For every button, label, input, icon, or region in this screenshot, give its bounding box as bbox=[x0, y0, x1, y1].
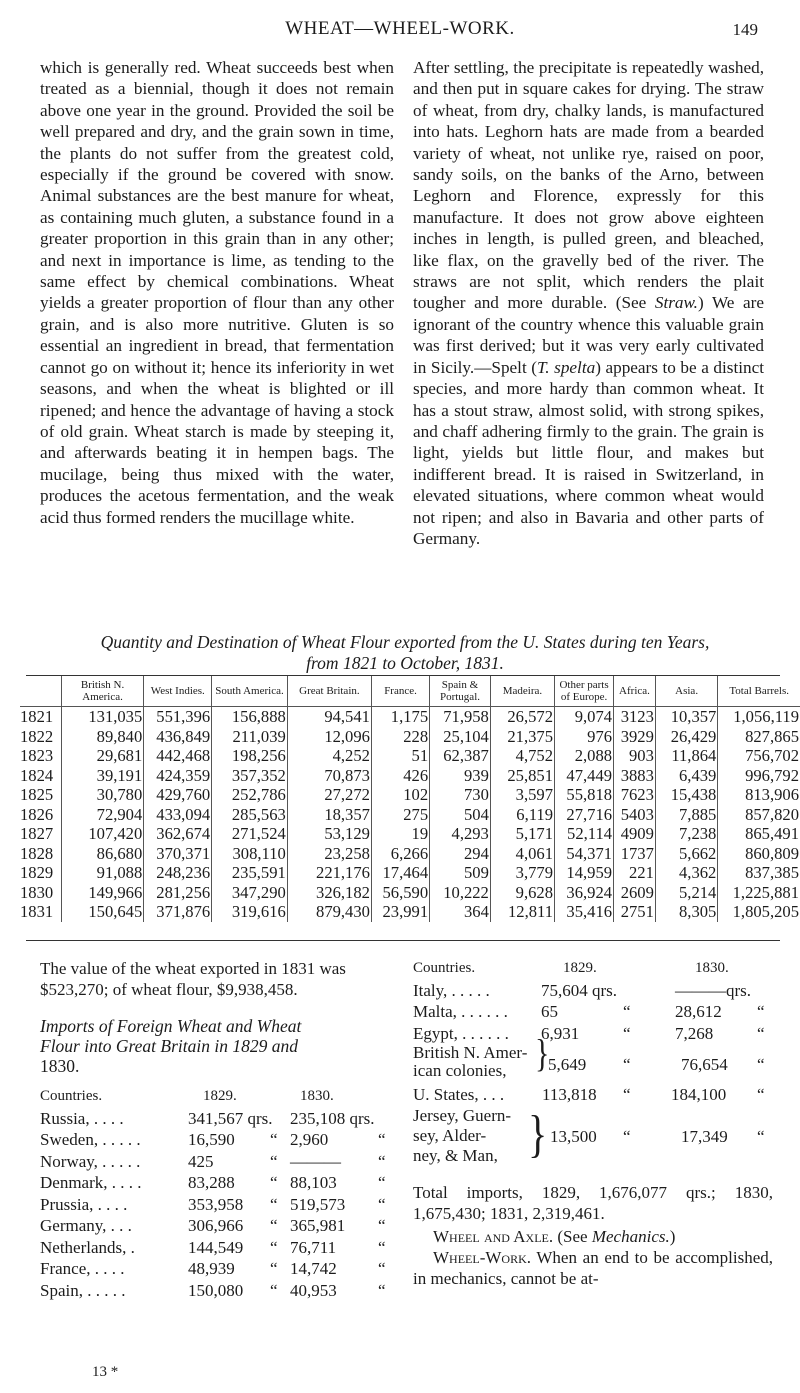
table-cell: 211,039 bbox=[212, 727, 288, 747]
ditto-mark: “ bbox=[757, 1085, 765, 1104]
table-cell: 62,387 bbox=[430, 746, 491, 766]
table-cell: 939 bbox=[430, 766, 491, 786]
table-cell: 248,236 bbox=[144, 863, 212, 883]
list-item bbox=[40, 1258, 410, 1280]
table-cell: 51 bbox=[371, 746, 429, 766]
value-1829: 6,931 bbox=[541, 1023, 580, 1043]
table-cell: 4,293 bbox=[430, 824, 491, 844]
table-cell: 2609 bbox=[614, 883, 656, 903]
table-row bbox=[20, 746, 800, 766]
table-cell: 36,924 bbox=[555, 883, 614, 903]
table-cell: 509 bbox=[430, 863, 491, 883]
ditto-mark: “ bbox=[270, 1194, 278, 1214]
year-cell: 1831 bbox=[20, 902, 54, 922]
right-column-text bbox=[413, 57, 764, 549]
table-cell: 94,541 bbox=[287, 707, 371, 727]
table-cell: 29,681 bbox=[61, 746, 143, 766]
ditto-mark: “ bbox=[623, 1002, 631, 1021]
bottom-left-column bbox=[40, 958, 410, 1301]
right-text-a: After settling, the precipitate is repeatedly washed, and then put in square cakes for drying. The straw of wheat, from dry, chalky lands, is manufactured into hats. Leghorn hats are made from a bearded variety of wheat, not unlike rye, raised on poor, sandy soils, on the banks of the Arno, between Leghorn and Florence, expressly for this manufacture. It does not grow above eighteen inches in length, is pulled green, and bleached, like flax, on the gravelly bed of the river. The straws are not split, which renders the plait tougher and more durable. (See bbox=[413, 58, 764, 313]
value-1830: 76,654 bbox=[681, 1055, 728, 1074]
table-cell: 827,865 bbox=[718, 727, 800, 747]
table-cell: 347,290 bbox=[212, 883, 288, 903]
value-1829: 48,939 bbox=[188, 1259, 235, 1278]
year-cell: 1822 bbox=[20, 726, 54, 746]
table-cell: 813,906 bbox=[718, 785, 800, 805]
table-cell: 903 bbox=[614, 746, 656, 766]
table-cell: 1,056,119 bbox=[718, 707, 800, 727]
table-cell: 47,449 bbox=[555, 766, 614, 786]
table-cell: 252,786 bbox=[212, 785, 288, 805]
column-header: Other parts of Europe. bbox=[555, 676, 614, 707]
ditto-mark: “ bbox=[378, 1151, 386, 1171]
country-us: U. States, . . . bbox=[413, 1085, 505, 1104]
table-cell: 6,266 bbox=[371, 844, 429, 864]
value-1829: 144,549 bbox=[188, 1237, 244, 1257]
imports-title-line-1: Imports of Foreign Wheat and Wheat bbox=[40, 1016, 302, 1036]
running-title: WHEAT—WHEEL-WORK. bbox=[285, 18, 515, 39]
ditto-mark: “ bbox=[378, 1173, 386, 1192]
value-1829: 65 bbox=[541, 1002, 558, 1021]
list-item bbox=[40, 1215, 410, 1237]
column-header: Spain & Portugal. bbox=[430, 676, 491, 707]
ditto-mark: “ bbox=[378, 1216, 386, 1235]
ditto-mark: “ bbox=[378, 1259, 386, 1278]
table-cell: 275 bbox=[371, 805, 429, 825]
value-1830: 7,268 bbox=[675, 1023, 714, 1043]
ditto-mark: “ bbox=[270, 1237, 278, 1257]
table-cell: 271,524 bbox=[212, 824, 288, 844]
country-name: Russia, . . . . bbox=[40, 1108, 124, 1128]
value-1829: 16,590 bbox=[188, 1130, 235, 1149]
table-cell: 102 bbox=[371, 785, 429, 805]
table-cell: 326,182 bbox=[287, 883, 371, 903]
column-header: Total Barrels. bbox=[718, 676, 800, 707]
value-1829: 5,649 bbox=[548, 1055, 587, 1074]
header-1830: 1830. bbox=[695, 960, 729, 976]
table-cell: 857,820 bbox=[718, 805, 800, 825]
table-cell: 221 bbox=[614, 863, 656, 883]
value-1830: 14,742 bbox=[290, 1259, 337, 1278]
brace-icon: } bbox=[535, 1032, 550, 1076]
ditto-mark: “ bbox=[757, 1126, 765, 1146]
table-row bbox=[20, 805, 800, 825]
table-cell: 23,258 bbox=[287, 844, 371, 864]
wheel-and-axle-entry: Wheel and Axle. (See Mechanics.) bbox=[433, 1226, 676, 1246]
table-row bbox=[20, 863, 800, 883]
header-countries: Countries. bbox=[40, 1088, 103, 1104]
country-name: Netherlands, . bbox=[40, 1237, 135, 1257]
value-1829: 306,966 bbox=[188, 1216, 244, 1235]
table-cell: 56,590 bbox=[371, 883, 429, 903]
table-cell: 12,096 bbox=[287, 727, 371, 747]
value-1830: ———qrs. bbox=[675, 980, 752, 1000]
table-cell: 17,464 bbox=[371, 863, 429, 883]
cross-reference-straw: Straw. bbox=[654, 293, 698, 313]
imports-grid-left bbox=[40, 1086, 410, 1301]
year-cell: 1825 bbox=[20, 785, 54, 805]
table-bottom-rule bbox=[26, 940, 780, 941]
table-cell: 319,616 bbox=[212, 902, 288, 922]
table-cell: 26,429 bbox=[655, 727, 717, 747]
left-paragraph: which is generally red. Wheat succeeds best when treated as a biennial, though it does not remain above one year in the ground. Provided the soil be well prepared and dry, and the grain sown in time, the plants do not suffer from the greatest cold, especially if the ground be covered with snow. Animal substances are the best manure for wheat, as containing much gluten, a substance found in a greater proportion in this grain than in any other; and next in importance is lime, as tending to the same effect by chemical combinations. Wheat yields a greater proportion of flour than any other grain, and is also more nutritive. Gluten is so essential an ingredient in bread, that fermentation cannot go on without it; hence its inferiority in wet seasons, and when the wheat is blighted or ill ripened; and hence the advantage of having a stock of old grain. Wheat starch is made by steeping it, and afterwards beating it in hempen bags. The mucilage, being thus mixed with the water, produces the acetous fermentation, and the weak acid thus formed renders the mucillage white. bbox=[40, 58, 394, 527]
imports-grid-right bbox=[413, 958, 773, 1044]
table-cell: 865,491 bbox=[718, 824, 800, 844]
country-name: Malta, . . . . . . bbox=[413, 1002, 508, 1021]
value-1829: 75,604 qrs. bbox=[541, 980, 618, 1000]
table-cell: 362,674 bbox=[144, 824, 212, 844]
table-cell: 294 bbox=[430, 844, 491, 864]
table-cell: 976 bbox=[555, 727, 614, 747]
table-cell: 86,680 bbox=[61, 844, 143, 864]
year-cell: 1829 bbox=[20, 863, 54, 883]
list-item bbox=[40, 1237, 410, 1259]
year-cell: 1827 bbox=[20, 824, 54, 844]
ditto-mark: “ bbox=[270, 1151, 278, 1171]
table-cell: 426 bbox=[371, 766, 429, 786]
page-header bbox=[0, 18, 800, 48]
table-cell: 30,780 bbox=[61, 785, 143, 805]
table-cell: 371,876 bbox=[144, 902, 212, 922]
table-cell: 996,792 bbox=[718, 766, 800, 786]
table-cell: 756,702 bbox=[718, 746, 800, 766]
table-cell: 107,420 bbox=[61, 824, 143, 844]
table-cell: 10,357 bbox=[655, 707, 717, 727]
table-header-row bbox=[20, 676, 800, 707]
value-1830: 40,953 bbox=[290, 1280, 337, 1300]
table-cell: 3,597 bbox=[490, 785, 554, 805]
table-cell: 15,438 bbox=[655, 785, 717, 805]
ditto-mark: “ bbox=[270, 1173, 278, 1192]
column-header: France. bbox=[371, 676, 429, 707]
value-1830: 76,711 bbox=[290, 1237, 337, 1257]
table-cell: 837,385 bbox=[718, 863, 800, 883]
list-item bbox=[40, 1280, 410, 1302]
table-cell: 2751 bbox=[614, 902, 656, 922]
table-cell: 39,191 bbox=[61, 766, 143, 786]
species-name: T. spelta bbox=[537, 357, 596, 377]
table-cell: 8,305 bbox=[655, 902, 717, 922]
ditto-mark: “ bbox=[270, 1130, 278, 1149]
table-cell: 19 bbox=[371, 824, 429, 844]
table-cell: 285,563 bbox=[212, 805, 288, 825]
ditto-mark: “ bbox=[378, 1194, 386, 1214]
list-item bbox=[413, 1084, 773, 1106]
table-cell: 1,225,881 bbox=[718, 883, 800, 903]
table-cell: 11,864 bbox=[655, 746, 717, 766]
table-cell: 35,416 bbox=[555, 902, 614, 922]
table-cell: 10,222 bbox=[430, 883, 491, 903]
header-1829: 1829. bbox=[203, 1088, 237, 1104]
table-cell: 150,645 bbox=[61, 902, 143, 922]
table-cell: 551,396 bbox=[144, 707, 212, 727]
brace-icon: } bbox=[528, 1103, 548, 1163]
table-cell: 221,176 bbox=[287, 863, 371, 883]
value-1829: 113,818 bbox=[542, 1085, 597, 1104]
year-cell: 1821 bbox=[20, 707, 54, 727]
list-item bbox=[413, 1103, 773, 1168]
country-name: Norway, . . . . . bbox=[40, 1151, 141, 1171]
country-name: Germany, . . . bbox=[40, 1216, 132, 1235]
table-cell: 55,818 bbox=[555, 785, 614, 805]
table-cell: 53,129 bbox=[287, 824, 371, 844]
table-cell: 4,362 bbox=[655, 863, 717, 883]
table-cell: 424,359 bbox=[144, 766, 212, 786]
list-item bbox=[40, 1108, 410, 1130]
table-row bbox=[20, 707, 800, 727]
table-cell: 7623 bbox=[614, 785, 656, 805]
table-cell: 1,805,205 bbox=[718, 902, 800, 922]
country-name: France, . . . . bbox=[40, 1259, 125, 1278]
table-cell: 91,088 bbox=[61, 863, 143, 883]
ditto-mark: “ bbox=[623, 1023, 631, 1043]
ditto-mark: “ bbox=[757, 1002, 765, 1021]
table-cell: 860,809 bbox=[718, 844, 800, 864]
table-cell: 433,094 bbox=[144, 805, 212, 825]
country-british-n-america: British N. Amer- ican colonies, bbox=[413, 1043, 528, 1080]
list-item bbox=[413, 1023, 773, 1045]
table-cell: 5,662 bbox=[655, 844, 717, 864]
table-cell: 436,849 bbox=[144, 727, 212, 747]
value-1830: 184,100 bbox=[671, 1085, 727, 1104]
imports-title bbox=[40, 1016, 410, 1076]
country-name: Sweden, . . . . . bbox=[40, 1130, 141, 1149]
table-cell: 281,256 bbox=[144, 883, 212, 903]
table-body bbox=[20, 707, 800, 922]
value-1830: 235,108 qrs. bbox=[290, 1108, 375, 1128]
list-item bbox=[40, 1194, 410, 1216]
table-cell: 7,885 bbox=[655, 805, 717, 825]
table-cell: 364 bbox=[430, 902, 491, 922]
table-cell: 2,088 bbox=[555, 746, 614, 766]
table-cell: 72,904 bbox=[61, 805, 143, 825]
caption-line-2: from 1821 to October, 1831. bbox=[306, 653, 504, 673]
column-header: Africa. bbox=[614, 676, 656, 707]
table-cell: 6,439 bbox=[655, 766, 717, 786]
table-cell: 71,958 bbox=[430, 707, 491, 727]
table-cell: 27,272 bbox=[287, 785, 371, 805]
list-item bbox=[413, 1001, 773, 1023]
country-name: Egypt, . . . . . . bbox=[413, 1023, 509, 1043]
ditto-mark: “ bbox=[623, 1055, 631, 1074]
value-1829: 83,288 bbox=[188, 1173, 235, 1192]
entry-title: Wheel and Axle. bbox=[433, 1226, 554, 1246]
imports-title-line-3: 1830. bbox=[40, 1056, 80, 1076]
table-cell: 4,752 bbox=[490, 746, 554, 766]
table-cell: 18,357 bbox=[287, 805, 371, 825]
table-cell: 442,468 bbox=[144, 746, 212, 766]
table-cell: 23,991 bbox=[371, 902, 429, 922]
country-name: Italy, . . . . . bbox=[413, 980, 490, 1000]
table-row bbox=[20, 902, 800, 922]
table-cell: 27,716 bbox=[555, 805, 614, 825]
table-row bbox=[20, 766, 800, 786]
table-cell: 7,238 bbox=[655, 824, 717, 844]
column-header: Great Britain. bbox=[287, 676, 371, 707]
ditto-mark: “ bbox=[378, 1237, 386, 1257]
imports-header-row bbox=[413, 958, 773, 980]
value-1830: ——— bbox=[290, 1151, 341, 1171]
left-column-text bbox=[40, 57, 394, 528]
table-cell: 879,430 bbox=[287, 902, 371, 922]
table-cell: 4,252 bbox=[287, 746, 371, 766]
table-cell: 70,873 bbox=[287, 766, 371, 786]
table-cell: 1,175 bbox=[371, 707, 429, 727]
table-row bbox=[20, 727, 800, 747]
value-1829: 13,500 bbox=[550, 1126, 597, 1146]
caption-line-1: Quantity and Destination of Wheat Flour exported from the U. States during ten Years, bbox=[100, 632, 710, 652]
imports-header-row bbox=[40, 1086, 410, 1108]
table-cell: 308,110 bbox=[212, 844, 288, 864]
wheel-work-entry: Wheel-Work. When an end to be accomplished, in mechanics, cannot be at- bbox=[413, 1247, 773, 1288]
table-cell: 357,352 bbox=[212, 766, 288, 786]
table-cell: 4909 bbox=[614, 824, 656, 844]
year-cell: 1824 bbox=[20, 765, 54, 785]
list-item bbox=[40, 1151, 410, 1173]
header-1829: 1829. bbox=[563, 960, 597, 976]
table-cell: 730 bbox=[430, 785, 491, 805]
table-cell: 5,214 bbox=[655, 883, 717, 903]
table-cell: 131,035 bbox=[61, 707, 143, 727]
table-row bbox=[20, 844, 800, 864]
ditto-mark: “ bbox=[757, 1055, 765, 1074]
bottom-right-column bbox=[413, 958, 773, 1289]
country-channel-islands: Jersey, Guern- sey, Alder- ney, & Man, bbox=[413, 1105, 512, 1165]
ditto-mark: “ bbox=[623, 1126, 631, 1146]
table-cell: 25,104 bbox=[430, 727, 491, 747]
flour-export-table bbox=[20, 676, 800, 922]
ditto-mark: “ bbox=[623, 1085, 631, 1104]
table-cell: 14,959 bbox=[555, 863, 614, 883]
country-name: Denmark, . . . . bbox=[40, 1173, 142, 1192]
table-cell: 149,966 bbox=[61, 883, 143, 903]
table-cell: 429,760 bbox=[144, 785, 212, 805]
country-name: Spain, . . . . . bbox=[40, 1280, 126, 1300]
header-1830: 1830. bbox=[300, 1088, 334, 1104]
table-cell: 89,840 bbox=[61, 727, 143, 747]
table-cell: 6,119 bbox=[490, 805, 554, 825]
value-1830: 88,103 bbox=[290, 1173, 337, 1192]
signature-mark: 13 * bbox=[92, 1364, 119, 1380]
column-header: Madeira. bbox=[490, 676, 554, 707]
column-header: British N. America. bbox=[61, 676, 143, 707]
value-1829: 341,567 qrs. bbox=[188, 1108, 273, 1128]
total-imports-text: Total imports, 1829, 1,676,077 qrs.; 1830, 1,675,430; 1831, 2,319,461. bbox=[413, 1182, 773, 1223]
table-cell: 235,591 bbox=[212, 863, 288, 883]
export-value-text: The value of the wheat exported in 1831 was $523,270; of wheat flour, $9,938,458. bbox=[40, 959, 346, 999]
ditto-mark: “ bbox=[378, 1280, 386, 1300]
value-1830: 17,349 bbox=[681, 1126, 728, 1146]
value-1830: 519,573 bbox=[290, 1194, 346, 1214]
year-header bbox=[20, 676, 61, 707]
table-cell: 370,371 bbox=[144, 844, 212, 864]
column-header: West Indies. bbox=[144, 676, 212, 707]
table-cell: 3929 bbox=[614, 727, 656, 747]
right-paragraph bbox=[413, 57, 764, 549]
cross-reference-mechanics: Mechanics. bbox=[591, 1226, 670, 1246]
table-cell: 25,851 bbox=[490, 766, 554, 786]
table-cell: 198,256 bbox=[212, 746, 288, 766]
ditto-mark: “ bbox=[270, 1280, 278, 1300]
ditto-mark: “ bbox=[270, 1216, 278, 1235]
value-1829: 150,080 bbox=[188, 1280, 244, 1300]
right-text-b: ) We are ignorant of the country whence this valuable grain was first derived; but it was very early cultivated in Sicily.—Spelt ( bbox=[413, 293, 764, 377]
table-cell: 9,628 bbox=[490, 883, 554, 903]
table-cell: 21,375 bbox=[490, 727, 554, 747]
table-cell: 3,779 bbox=[490, 863, 554, 883]
table-cell: 1737 bbox=[614, 844, 656, 864]
value-1829: 425 bbox=[188, 1151, 214, 1171]
table-row bbox=[20, 824, 800, 844]
country-name: Prussia, . . . . bbox=[40, 1194, 128, 1214]
header-countries: Countries. bbox=[413, 960, 476, 976]
list-item bbox=[413, 980, 773, 1002]
right-text-c: ) appears to be a distinct species, and more hardy than common wheat. It has a stout straw, almost solid, with strong spikes, and chaff adhering firmly to the grain. The grain is light, yields but little flour, and makes but indifferent bread. It is raised in Switzerland, in elevated situations, where common wheat would not ripen; and also in Bavaria and other parts of Germany. bbox=[413, 357, 764, 548]
value-1830: 365,981 bbox=[290, 1216, 346, 1235]
year-cell: 1830 bbox=[20, 882, 54, 902]
table-cell: 26,572 bbox=[490, 707, 554, 727]
table-cell: 52,114 bbox=[555, 824, 614, 844]
page-number: 149 bbox=[732, 20, 758, 39]
ditto-mark: “ bbox=[757, 1023, 765, 1043]
table-cell: 3123 bbox=[614, 707, 656, 727]
ditto-mark: “ bbox=[378, 1130, 386, 1149]
value-1830: 28,612 bbox=[675, 1002, 722, 1021]
year-cell: 1823 bbox=[20, 746, 54, 766]
value-1829: 353,958 bbox=[188, 1194, 244, 1214]
table-caption bbox=[40, 632, 770, 674]
entry-title: Wheel-Work. bbox=[433, 1247, 531, 1267]
value-1830: 2,960 bbox=[290, 1130, 329, 1149]
table-cell: 5403 bbox=[614, 805, 656, 825]
table-cell: 12,811 bbox=[490, 902, 554, 922]
table-cell: 5,171 bbox=[490, 824, 554, 844]
list-item bbox=[40, 1172, 410, 1194]
table-row bbox=[20, 785, 800, 805]
year-cell: 1828 bbox=[20, 843, 54, 863]
table-cell: 4,061 bbox=[490, 844, 554, 864]
column-header: Asia. bbox=[655, 676, 717, 707]
ditto-mark: “ bbox=[270, 1259, 278, 1278]
list-item bbox=[40, 1129, 410, 1151]
year-cell: 1826 bbox=[20, 804, 54, 824]
table-cell: 228 bbox=[371, 727, 429, 747]
table-cell: 9,074 bbox=[555, 707, 614, 727]
table-cell: 504 bbox=[430, 805, 491, 825]
imports-title-line-2: Flour into Great Britain in 1829 and bbox=[40, 1036, 298, 1056]
table-cell: 156,888 bbox=[212, 707, 288, 727]
table-row bbox=[20, 883, 800, 903]
table-cell: 3883 bbox=[614, 766, 656, 786]
column-header: South America. bbox=[212, 676, 288, 707]
table-cell: 54,371 bbox=[555, 844, 614, 864]
